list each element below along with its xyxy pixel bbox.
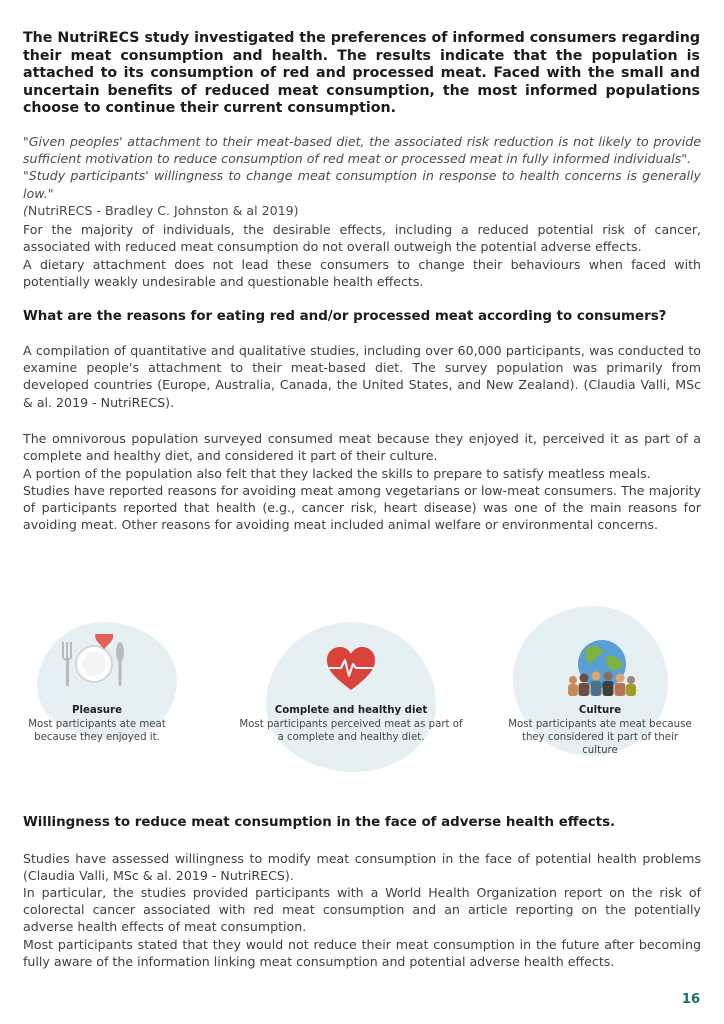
card-title-pleasure: Pleasure: [72, 705, 122, 716]
intro-paragraph: The NutriRECS study investigated the preferences of informed consumers regarding their meat consumption and health. The results indicate that the population is attached to its consumption of red and processed meat. Faced with the small and uncertain benefits of reduced meat consumption, the most informed populations choose to continue their current consumption.: [23, 30, 700, 116]
paragraph-no-reduction: Most participants stated that they would not reduce their meat consumption in the future after becoming fully aware of the information linking meat consumption and potential adverse health effects.: [23, 937, 701, 970]
plate-heart-icon: [58, 634, 130, 690]
card-text-diet: Most participants perceived meat as part of a complete and healthy diet.: [239, 719, 463, 743]
quote-source-paren: (: [23, 202, 28, 218]
globe-people-icon: [565, 638, 639, 696]
quote-source: NutriRECS - Bradley C. Johnston & al 2019): [27, 202, 299, 218]
diet-backdrop: [266, 622, 436, 772]
paragraph-effects: For the majority of individuals, the desirable effects, including a reduced potential risk of cancer, associated with reduced meat consumption do not overall outweigh the potential adverse effects.: [23, 222, 701, 255]
card-title-culture: Culture: [578, 705, 622, 716]
paragraph-skills: A portion of the population also felt that they lacked the skills to prepare to satisfy meatless meals.: [23, 466, 651, 481]
paragraph-omnivorous: The omnivorous population surveyed consumed meat because they enjoyed it, perceived it as part of a complete and healthy diet, and considered it part of their culture.: [23, 431, 701, 464]
card-text-pleasure: Most participants ate meat because they enjoyed it.: [28, 719, 166, 743]
study-quote: [23, 133, 701, 219]
paragraph-assessed: Studies have assessed willingness to modify meat consumption in the face of potential health problems (Claudia Valli, MSc & al. 2019 - NutriRECS).: [23, 851, 701, 884]
paragraph-avoiding-meat: Studies have reported reasons for avoiding meat among vegetarians or low-meat consumers. The majority of participants reported that health (e.g., cancer risk, heart disease) was one of the main reasons for avoiding meat. Other reasons for avoiding meat included animal welfare or environmental concerns.: [23, 483, 701, 533]
quote-line-2: "Study participants' willingness to change meat consumption in response to health concerns is generally low.": [23, 168, 701, 201]
paragraph-attachment: A dietary attachment does not lead these consumers to change their behaviours when faced with potentially weakly undesirable and questionable health effects.: [23, 257, 701, 290]
section-heading-willingness: Willingness to reduce meat consumption in the face of adverse health effects.: [23, 815, 616, 830]
paragraph-who-report: In particular, the studies provided participants with a World Health Organization report on the risk of colorectal cancer associated with red meat consumption and an article reporting on the potentially adverse health effects of meat consumption.: [23, 885, 701, 935]
quote-line-1: "Given peoples' attachment to their meat-based diet, the associated risk reduction is not likely to provide sufficient motivation to reduce consumption of red meat or processed meat in fully informed individuals".: [23, 134, 701, 167]
card-title-diet: Complete and healthy diet: [274, 705, 428, 716]
paragraph-compilation: A compilation of quantitative and qualitative studies, including over 60,000 participants, was conducted to examine people's attachment to their meat-based diet. The survey population was primarily from developed countries (Europe, Australia, Canada, the United States, and New Zealand). (Claudia Valli, MSc & al. 2019 - NutriRECS).: [23, 343, 701, 410]
section-heading-reasons: What are the reasons for eating red and/or processed meat according to consumers?: [23, 309, 667, 324]
page-number: 16: [681, 992, 700, 1007]
heartbeat-icon: [325, 646, 377, 692]
card-text-culture: Most participants ate meat because they considered it part of their culture: [508, 719, 692, 756]
